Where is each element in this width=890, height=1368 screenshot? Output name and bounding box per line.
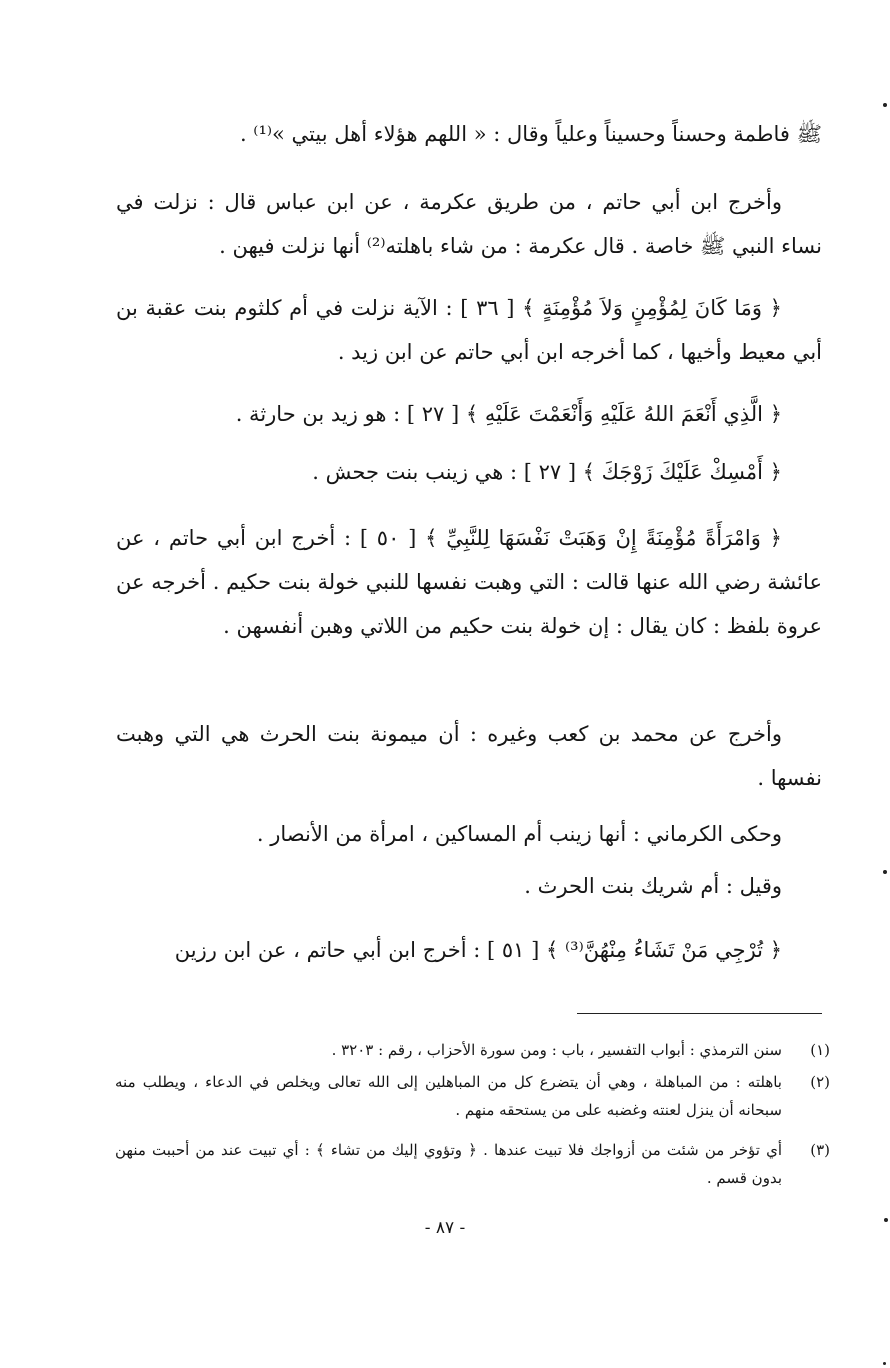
paragraph-8: وحكى الكرماني : أنها زينب أم المساكين ، امرأة من الأنصار . (256, 822, 782, 846)
footnote-number: (٢) (810, 1073, 830, 1091)
footnote-text: سنن الترمذي : أبواب التفسير ، باب : ومن سورة الأحزاب ، رقم : ٣٢٠٣ . (331, 1041, 782, 1059)
paragraph-1: ﷺ فاطمة وحسناً وحسيناً وعلياً وقال : « اللهم هؤلاء أهل بيتي »⁽¹⁾ . (239, 122, 822, 146)
scan-mark (884, 1218, 888, 1222)
footnote-2 (115, 1068, 830, 1124)
paragraph-7: وأخرج عن محمد بن كعب وغيره : أن ميمونة بنت الحرث هي التي وهبت نفسها . (116, 722, 822, 790)
scan-mark (883, 1362, 886, 1365)
footnote-text: أي تؤخر من شئت من أزواجك فلا تبيت عندها . ﴿ وتؤوي إليك من تشاء ﴾ : أي تبيت عند من أحببت منهن بدون قسم . (115, 1141, 782, 1187)
paragraph-2: وأخرج ابن أبي حاتم ، من طريق عكرمة ، عن ابن عباس قال : نزلت في نساء النبي ﷺ خاصة . قال عكرمة : من شاء باهلته⁽²⁾ أنها نزلت فيهن . (116, 190, 822, 258)
scan-mark (883, 103, 887, 107)
scan-mark (883, 870, 887, 874)
footnote-text: باهلته : من المباهلة ، وهي أن يتضرع كل من المباهلين إلى الله تعالى ويخلص في الدعاء ، ويطلب منه سبحانه أن ينزل لعنته وغضبه على من يستحقه منهم . (115, 1073, 782, 1119)
footnote-3 (115, 1136, 830, 1192)
footnote-1 (115, 1036, 830, 1064)
footnote-number: (٣) (810, 1141, 830, 1159)
footnote-number: (١) (810, 1041, 830, 1059)
paragraph-5-verse-37b: ﴿ أَمْسِكْ عَلَيْكَ زَوْجَكَ ﴾ [ ٢٧ ] : هي زينب بنت جحش . (312, 460, 782, 484)
footnote-separator (577, 1013, 822, 1014)
paragraph-4-verse-37a: ﴿ الَّذِي أَنْعَمَ اللهُ عَلَيْهِ وَأَنْعَمْتَ عَلَيْهِ ﴾ [ ٢٧ ] : هو زيد بن حارثة . (235, 402, 782, 426)
paragraph-6-verse-50: ﴿ وَامْرَأَةً مُؤْمِنَةً إِنْ وَهَبَتْ نَفْسَهَا لِلنَّبِيِّ ﴾ [ ٥٠ ] : أخرج ابن أبي حاتم ، عن عائشة رضي الله عنها قالت : التي وهبت نفسها للنبي خولة بنت حكيم . أخرجه عن عروة بلفظ : كان يقال : إن خولة بنت حكيم من اللاتي وهبن أنفسهن . (116, 526, 822, 638)
paragraph-3-verse-36: ﴿ وَمَا كَانَ لِمُؤْمِنٍ وَلاَ مُؤْمِنَةٍ ﴾ [ ٣٦ ] : الآية نزلت في أم كلثوم بنت عقبة بن أبي معيط وأخيها ، كما أخرجه ابن أبي حاتم عن ابن زيد . (116, 296, 822, 364)
paragraph-9: وقيل : أم شريك بنت الحرث . (524, 874, 782, 898)
paragraph-10-verse-51: ﴿ تُرْجِي مَنْ تَشَاءُ مِنْهُنَّ⁽³⁾ ﴾ [ ٥١ ] : أخرج ابن أبي حاتم ، عن ابن رزين (174, 938, 782, 962)
page-number: - ٨٧ - (424, 1218, 466, 1238)
